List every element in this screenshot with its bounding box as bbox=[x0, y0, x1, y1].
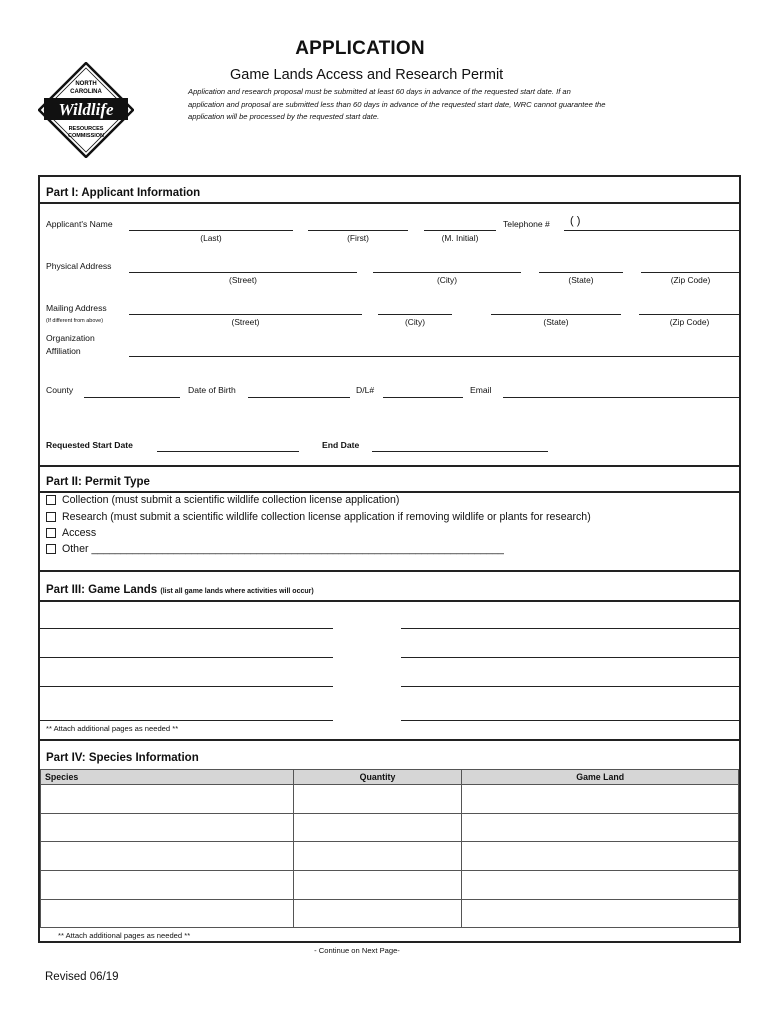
logo-line3: RESOURCES bbox=[68, 126, 104, 132]
mailing-street-field[interactable] bbox=[129, 314, 362, 315]
quantity-cell[interactable] bbox=[293, 899, 462, 928]
divider bbox=[38, 491, 741, 493]
phone-area-parens: ( ) bbox=[570, 215, 581, 227]
county-field[interactable] bbox=[84, 397, 180, 398]
state-caption: (State) bbox=[568, 275, 594, 285]
logo-line2: CAROLINA bbox=[70, 89, 102, 95]
email-field[interactable] bbox=[503, 397, 740, 398]
part2-heading: Part II: Permit Type bbox=[46, 476, 150, 488]
start-date-label: Requested Start Date bbox=[46, 440, 133, 450]
game-land-field[interactable] bbox=[40, 720, 333, 721]
divider bbox=[38, 739, 741, 741]
game-land-cell[interactable] bbox=[462, 899, 739, 928]
table-row bbox=[41, 813, 739, 842]
logo-script: Wildlife bbox=[58, 100, 114, 119]
table-row bbox=[41, 842, 739, 871]
quantity-cell[interactable] bbox=[293, 785, 462, 814]
logo-line4: COMMISSION bbox=[67, 133, 105, 139]
species-cell[interactable] bbox=[41, 813, 294, 842]
table-row bbox=[41, 785, 739, 814]
game-land-field[interactable] bbox=[401, 657, 740, 658]
mailing-city-field[interactable] bbox=[378, 314, 452, 315]
permit-option-other[interactable] bbox=[46, 543, 504, 555]
divider bbox=[38, 465, 741, 467]
part3-heading bbox=[46, 584, 314, 596]
game-land-cell[interactable] bbox=[462, 785, 739, 814]
game-land-field[interactable] bbox=[40, 657, 333, 658]
permit-option-access[interactable] bbox=[46, 527, 96, 539]
quantity-cell[interactable] bbox=[293, 813, 462, 842]
part3-title: Part III: Game Lands bbox=[46, 584, 158, 596]
last-name-field[interactable] bbox=[129, 230, 293, 231]
mailing-zip-field[interactable] bbox=[639, 314, 740, 315]
dl-field[interactable] bbox=[383, 397, 463, 398]
game-land-cell[interactable] bbox=[462, 813, 739, 842]
last-caption: (Last) bbox=[200, 233, 222, 243]
dob-field[interactable] bbox=[248, 397, 350, 398]
option-label: Collection (must submit a scientific wildlife collection license application) bbox=[62, 494, 400, 506]
end-date-field[interactable] bbox=[372, 451, 548, 452]
physical-zip-field[interactable] bbox=[641, 272, 740, 273]
telephone-field[interactable] bbox=[564, 230, 740, 231]
permit-option-research[interactable] bbox=[46, 511, 591, 523]
game-land-field[interactable] bbox=[40, 686, 333, 687]
dob-label: Date of Birth bbox=[188, 385, 236, 395]
game-land-field[interactable] bbox=[401, 720, 740, 721]
option-label: Other ______________________________________________________________________ bbox=[62, 543, 504, 555]
option-label: Access bbox=[62, 527, 97, 539]
table-row bbox=[41, 871, 739, 900]
physical-street-field[interactable] bbox=[129, 272, 357, 273]
intro-text: Application and research proposal must be submitted at least 60 days in advance of the requested start date. If an application and proposal are submitted less than 60 days in advance of the requested start date, WRC cannot guarantee the application will be processed by the requested start date. bbox=[188, 87, 606, 121]
logo-line1: NORTH bbox=[75, 81, 97, 87]
wrc-logo bbox=[38, 62, 134, 158]
game-land-field[interactable] bbox=[40, 628, 333, 629]
email-label: Email bbox=[470, 385, 492, 395]
game-land-field[interactable] bbox=[401, 686, 740, 687]
first-caption: (First) bbox=[347, 233, 369, 243]
page-title: APPLICATION bbox=[295, 38, 425, 59]
game-land-cell[interactable] bbox=[462, 842, 739, 871]
checkbox[interactable] bbox=[46, 512, 56, 522]
table-row bbox=[41, 899, 739, 928]
physical-city-field[interactable] bbox=[373, 272, 521, 273]
column-header-species: Species bbox=[41, 770, 294, 785]
attach-note: ** Attach additional pages as needed ** bbox=[58, 931, 191, 940]
game-land-field[interactable] bbox=[401, 628, 740, 629]
street-caption: (Street) bbox=[231, 317, 260, 327]
column-header-game-land: Game Land bbox=[462, 770, 739, 785]
part3-note: (list all game lands where activities will occur) bbox=[160, 588, 314, 595]
state-caption: (State) bbox=[543, 317, 569, 327]
first-name-field[interactable] bbox=[308, 230, 408, 231]
street-caption: (Street) bbox=[229, 275, 257, 285]
species-cell[interactable] bbox=[41, 785, 294, 814]
attach-note: ** Attach additional pages as needed ** bbox=[46, 724, 179, 733]
organization-label: Organization bbox=[46, 333, 95, 343]
species-cell[interactable] bbox=[41, 871, 294, 900]
divider bbox=[38, 570, 741, 572]
county-label: County bbox=[46, 385, 74, 395]
species-table bbox=[40, 769, 739, 928]
quantity-cell[interactable] bbox=[293, 842, 462, 871]
middle-caption: (M. Initial) bbox=[441, 233, 479, 243]
option-label: Research (must submit a scientific wildlife collection license application if removing wildlife or plants for research) bbox=[62, 511, 591, 523]
city-caption: (City) bbox=[404, 317, 425, 327]
physical-address-label: Physical Address bbox=[46, 261, 112, 271]
affiliation-label: Affiliation bbox=[46, 346, 81, 356]
dl-label: D/L# bbox=[356, 385, 375, 395]
organization-field[interactable] bbox=[129, 356, 740, 357]
permit-option-collection[interactable] bbox=[46, 494, 399, 506]
mailing-note: (If different from above) bbox=[46, 318, 104, 324]
telephone-label: Telephone # bbox=[503, 219, 550, 229]
species-cell[interactable] bbox=[41, 899, 294, 928]
checkbox[interactable] bbox=[46, 544, 56, 554]
divider bbox=[38, 600, 741, 602]
part4-heading: Part IV: Species Information bbox=[46, 752, 199, 764]
divider bbox=[38, 202, 741, 204]
continue-note: - Continue on Next Page- bbox=[314, 946, 400, 955]
table-header-row bbox=[41, 770, 739, 785]
physical-state-field[interactable] bbox=[539, 272, 623, 273]
game-land-cell[interactable] bbox=[462, 871, 739, 900]
end-date-label: End Date bbox=[322, 440, 360, 450]
zip-caption: (Zip Code) bbox=[669, 317, 710, 327]
quantity-cell[interactable] bbox=[293, 871, 462, 900]
mailing-address-label: Mailing Address bbox=[46, 303, 107, 313]
checkbox[interactable] bbox=[46, 528, 56, 538]
zip-caption: (Zip Code) bbox=[670, 275, 711, 285]
revision-date: Revised 06/19 bbox=[45, 971, 119, 983]
city-caption: (City) bbox=[436, 275, 457, 285]
applicant-name-label: Applicant's Name bbox=[46, 219, 113, 229]
species-cell[interactable] bbox=[41, 842, 294, 871]
mailing-state-field[interactable] bbox=[491, 314, 621, 315]
part1-heading: Part I: Applicant Information bbox=[46, 187, 201, 199]
checkbox[interactable] bbox=[46, 495, 56, 505]
column-header-quantity: Quantity bbox=[293, 770, 462, 785]
middle-initial-field[interactable] bbox=[424, 230, 496, 231]
form-subtitle: Game Lands Access and Research Permit bbox=[230, 67, 504, 83]
start-date-field[interactable] bbox=[157, 451, 299, 452]
